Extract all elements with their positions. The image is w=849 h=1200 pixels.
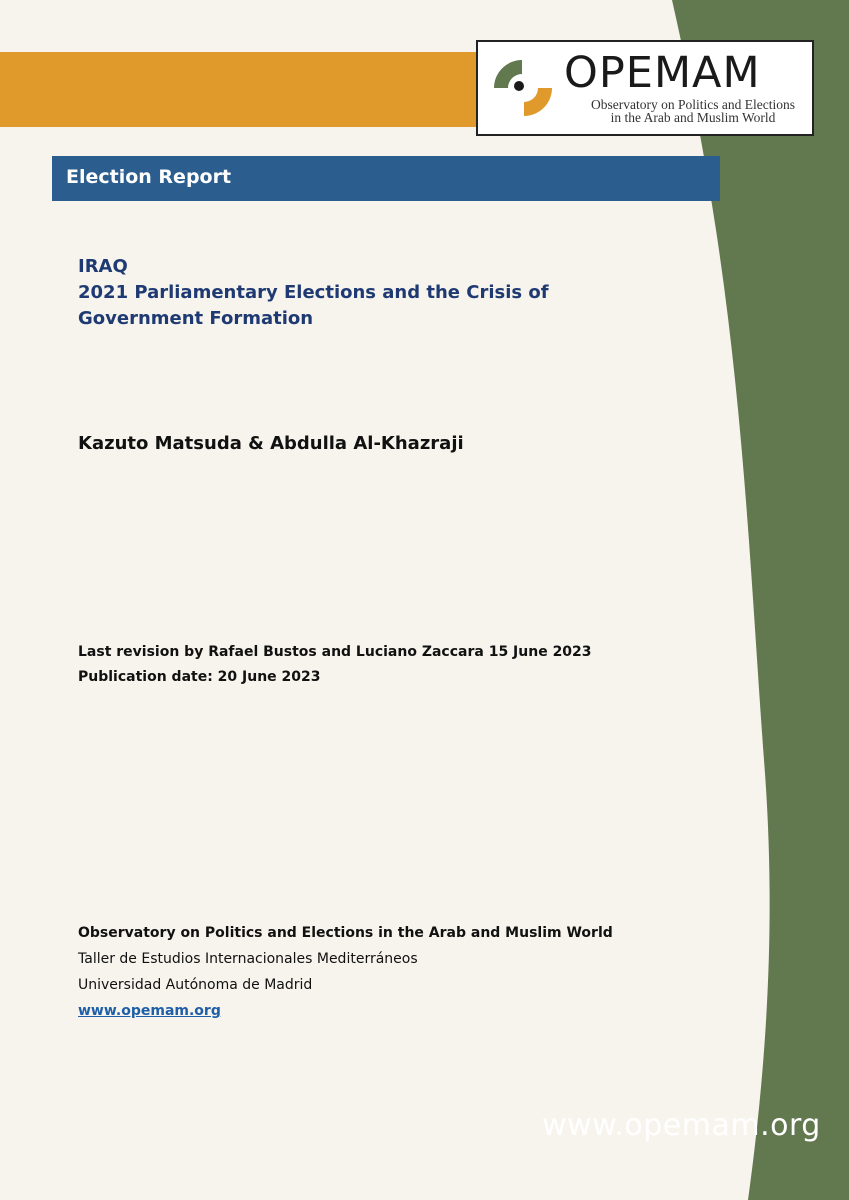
- revision-date: Last revision by Rafael Bustos and Luciano Zaccara 15 June 2023: [78, 644, 592, 660]
- publication-date: Publication date: 20 June 2023: [78, 669, 321, 685]
- authors: Kazuto Matsuda & Abdulla Al-Khazraji: [78, 433, 464, 454]
- report-type-label: Election Report: [66, 166, 232, 188]
- logo-subtitle-line2: in the Arab and Muslim World: [610, 110, 776, 125]
- workshop-name: Taller de Estudios Internacionales Mediterráneos: [78, 951, 418, 967]
- organization-block: [78, 920, 613, 1024]
- organization-name: Observatory on Politics and Elections in the Arab and Muslim World: [78, 925, 613, 941]
- website-link[interactable]: www.opemam.org: [78, 1003, 221, 1019]
- report-type-bar: [52, 156, 720, 201]
- logo-name: OPEMAM: [564, 48, 761, 98]
- logo-subtitle: [586, 98, 800, 124]
- opemam-emblem-icon: [488, 52, 558, 124]
- logo-subtitle-line1: Observatory on Politics and Elections: [591, 97, 795, 112]
- dates-block: [78, 640, 592, 690]
- title-line-3: Government Formation: [78, 308, 314, 329]
- opemam-logo: [476, 40, 814, 136]
- university-name: Universidad Autónoma de Madrid: [78, 977, 313, 993]
- title-country: IRAQ: [78, 256, 128, 277]
- title-line-2: 2021 Parliamentary Elections and the Crisis of: [78, 282, 549, 303]
- report-title: [78, 254, 678, 332]
- footer-url: www.opemam.org: [542, 1108, 821, 1143]
